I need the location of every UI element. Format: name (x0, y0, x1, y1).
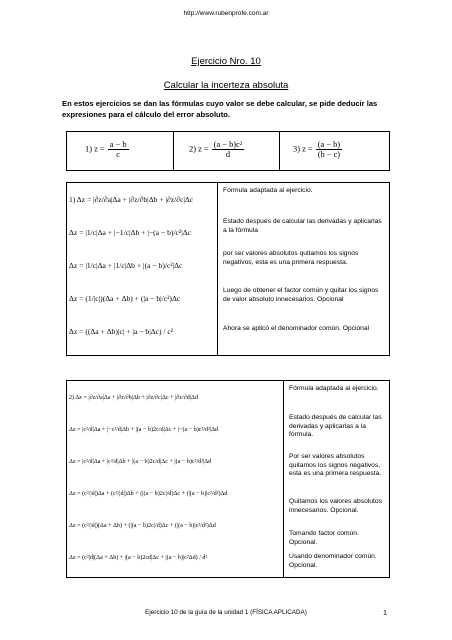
ex2-step-1: 2) Δz = |∂z/∂a|Δa + |∂z/∂b|Δb + |∂z/∂c|Δc + |∂z/∂d|Δd (69, 395, 198, 401)
ex2-step-5: Δz = (c²/|d|)(Δa + Δb) + (|(a − b)2c|/d)Δc + (|(a − b)|c²/d²)Δd (69, 523, 216, 529)
ex1-step-3: Δz = |1/c|Δa + |1/c|Δb + |(a − b)/c²|Δc (69, 261, 183, 270)
column-divider (283, 381, 284, 577)
page-number: 1 (383, 608, 387, 617)
formula-box-divider (173, 132, 174, 170)
exercise-1-box (66, 182, 390, 356)
ex2-step-6: Δz = (c²|d|(Δa + Δb) + |(a − b)2cd|Δc + |(a − b)|c²Δd) / d² (69, 555, 208, 561)
header-url: http://www.rubenprofe.com.ar (183, 10, 269, 17)
ex2-note-3: Por ser valores absolutos quitamos los signos negativos, esta es una primera respuesta. (289, 453, 382, 478)
formula-1: 1) z = $\frac{a - b}{c}$ (85, 140, 127, 159)
ex2-step-4: Δz = (c²/|d|)Δa + (c²/|d|)Δb + (|(a − b)2c|/d)Δc + (|(a − b)|c²/d²)Δd (69, 491, 228, 497)
page-title: Ejercicio Nro. 10 (191, 56, 261, 67)
ex1-step-4: Δz = (1/|c|)(Δa + Δb) + (|a − b|/c²)Δc (69, 294, 181, 303)
ex2-step-3: Δz = |c²/d|Δa + |c²/d|Δb + |(a − b)2c/d|Δc + |(a − b)c²/d²|Δd (69, 459, 212, 465)
ex2-note-1: Fórmula adaptada al ejercicio. (289, 385, 379, 392)
ex1-step-5: Δz = ((Δa + Δb)|c| + |a − b|Δc) / c² (69, 327, 174, 336)
column-divider (217, 183, 218, 355)
ex1-step-2: Δz = |1/c|Δa + |−1/c|Δb + |−(a − b)/c²|Δc (69, 228, 191, 237)
page-subtitle: Calcular la incerteza absoluta (163, 80, 289, 91)
ex1-note-2: Estado después de calcular las derivadas y aplicarlas a la fórmula (223, 218, 382, 234)
ex1-note-5: Ahora se aplicó el denominador común. Opcional (223, 325, 370, 332)
ex1-note-4: Luego de obtener el factor común y quitar los signos de valor absoluto innecesarios. Opcional (223, 287, 379, 303)
ex1-note-3: por ser valores absolutos quitamos los signos negativos, esta es una primera respuesta. (223, 250, 359, 266)
page-footer: Ejercicio 10 de la guía de la unidad 1 (FÍSICA APLICADA) (145, 609, 307, 616)
ex2-step-2: Δz = |c²/d|Δa + |−c²/d|Δb + |(a − b)2c/d|Δc + |−(a − b)c²/d²|Δd (69, 427, 219, 433)
ex2-note-2: Estado después de calcular las derivadas y aplicarlas a la fórmula. (289, 414, 382, 439)
ex1-note-1: Fórmula adaptada al ejercicio. (223, 187, 313, 194)
formula-3: 3) z = $\frac{(a - b)}{(b - c)}$ (293, 140, 341, 159)
formula-box-divider (279, 132, 280, 170)
formula-2: 2) z = $\frac{\text{(a − b)c²}}{d}$ (189, 140, 243, 159)
ex2-note-5: Tomando factor común. Opcional. (289, 530, 359, 546)
ex2-note-4: Quitamos los valores absolutos innecesarios. Opcional. (289, 498, 382, 514)
exercise-2-box (66, 380, 390, 578)
ex1-step-1: 1) Δz = |∂z/∂a|Δa + |∂z/∂b|Δb + |∂z/∂c|Δc (69, 195, 194, 204)
ex2-note-6: Usando denominador común. Opcional. (289, 553, 377, 569)
formula-summary-box (66, 131, 390, 171)
intro-paragraph: En estos ejercicios se dan las fórmulas cuyo valor se debe calcular, se pide deducir las expresiones para el cálculo del error absoluto. (62, 99, 378, 119)
